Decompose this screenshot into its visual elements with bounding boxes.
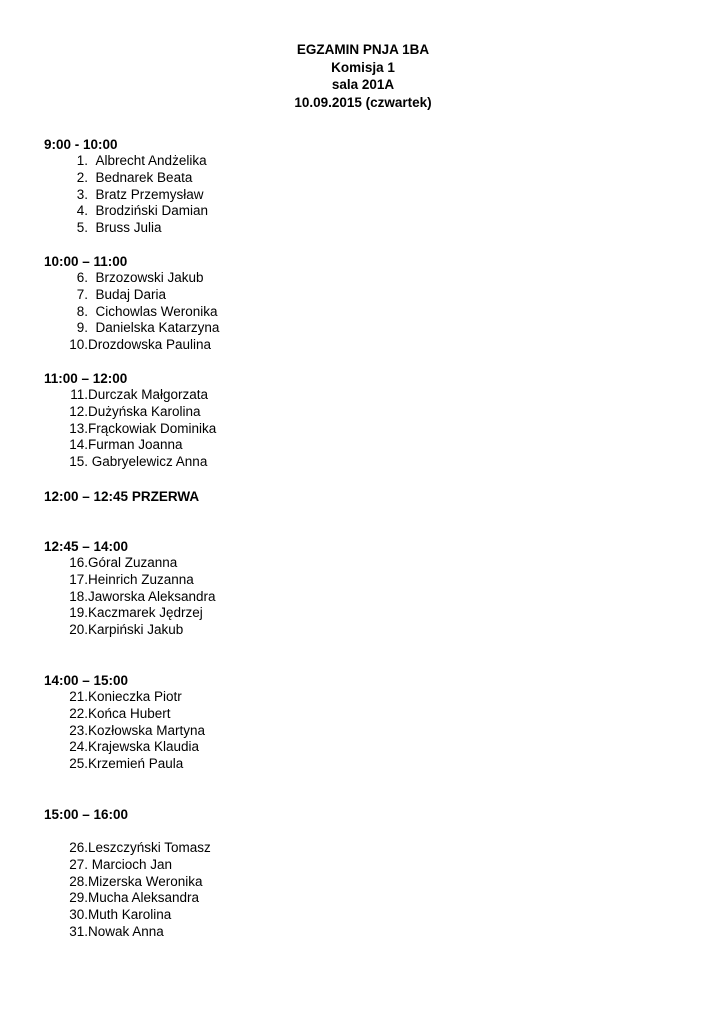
list-item	[44, 605, 684, 622]
student-number: 5.	[76, 220, 88, 236]
student-name: Dużyńska Karolina	[88, 403, 201, 419]
exam-title: EGZAMIN PNJA 1BA	[296, 42, 430, 57]
student-name: Karpiński Jakub	[88, 622, 184, 638]
student-number: 19.	[69, 605, 88, 621]
student-number: 6.	[76, 270, 88, 285]
student-name: Frąckowiak Dominika	[88, 420, 217, 436]
student-list	[44, 270, 684, 354]
list-item	[44, 572, 684, 589]
student-name: Jaworska Aleksandra	[88, 588, 216, 604]
student-name: Marcioch Jan	[91, 856, 173, 872]
student-number: 8.	[76, 303, 88, 319]
slot-time: 11:00 – 12:00	[44, 371, 128, 386]
list-item	[44, 287, 684, 304]
slot-time: 9:00 - 10:00	[44, 137, 118, 152]
student-number: 17.	[69, 571, 88, 587]
student-name: Nowak Anna	[88, 923, 164, 939]
list-item	[44, 907, 684, 924]
list-item	[44, 589, 684, 606]
break-slot	[44, 488, 684, 505]
student-number: 27.	[69, 856, 88, 872]
time-slot	[44, 253, 684, 354]
student-name: Brzozowski Jakub	[95, 270, 204, 285]
list-item	[44, 706, 684, 723]
student-list	[44, 387, 684, 471]
exam-date: 10.09.2015 (czwartek)	[294, 94, 432, 110]
list-item	[44, 170, 684, 187]
student-number: 31.	[69, 923, 88, 939]
student-number: 18.	[69, 588, 88, 604]
time-slot	[44, 370, 684, 471]
student-number: 12.	[69, 403, 88, 419]
student-number: 9.	[76, 320, 88, 336]
student-number: 2.	[76, 169, 88, 185]
student-number: 25.	[69, 756, 88, 772]
student-number: 14.	[69, 437, 88, 453]
list-item	[44, 890, 684, 907]
student-name: Mucha Aleksandra	[88, 890, 200, 906]
slot-time: 10:00 – 11:00	[44, 254, 128, 269]
student-number: 15.	[69, 454, 88, 470]
list-item	[44, 270, 684, 287]
list-item	[44, 857, 684, 874]
student-list	[44, 689, 684, 773]
student-name: Końca Hubert	[88, 705, 171, 721]
student-name: Drozdowska Paulina	[88, 337, 212, 353]
student-name: Gabryelewicz Anna	[91, 454, 208, 470]
student-name: Budaj Daria	[95, 286, 167, 302]
time-slot	[44, 538, 684, 639]
list-item	[44, 739, 684, 756]
student-number: 13.	[69, 420, 88, 436]
list-item	[44, 622, 684, 639]
list-item	[44, 454, 684, 471]
list-item	[44, 404, 684, 421]
student-name: Bednarek Beata	[95, 169, 193, 185]
list-item	[44, 555, 684, 572]
document-header	[2, 41, 724, 111]
list-item	[44, 840, 684, 857]
list-item	[44, 924, 684, 941]
list-item	[44, 756, 684, 773]
student-name: Krzemień Paula	[88, 756, 184, 772]
student-number: 30.	[69, 907, 88, 923]
student-number: 11.	[70, 387, 88, 402]
student-number: 26.	[69, 840, 88, 855]
slot-time: 14:00 – 15:00	[44, 673, 129, 688]
student-number: 22.	[69, 705, 88, 721]
student-name: Góral Zuzanna	[88, 555, 178, 570]
list-item	[44, 437, 684, 454]
list-item	[44, 337, 684, 354]
list-item	[44, 187, 684, 204]
student-number: 7.	[76, 286, 88, 302]
list-item	[44, 203, 684, 220]
student-number: 29.	[69, 890, 88, 906]
time-slot	[44, 672, 684, 773]
time-slot	[44, 136, 684, 237]
list-item	[44, 689, 684, 706]
list-item	[44, 320, 684, 337]
student-name: Mizerska Weronika	[88, 873, 203, 889]
student-list	[44, 153, 684, 237]
student-number: 20.	[69, 622, 88, 638]
slot-time: 15:00 – 16:00	[44, 807, 129, 822]
list-item	[44, 220, 684, 237]
break-time: 12:00 – 12:45 PRZERWA	[44, 489, 200, 504]
student-number: 28.	[69, 873, 88, 889]
student-name: Kozłowska Martyna	[88, 722, 206, 738]
list-item	[44, 387, 684, 404]
list-item	[44, 723, 684, 740]
list-item	[44, 304, 684, 321]
student-number: 23.	[69, 722, 88, 738]
student-name: Leszczyński Tomasz	[88, 840, 211, 855]
list-item	[44, 421, 684, 438]
student-name: Heinrich Zuzanna	[88, 571, 194, 587]
list-item	[44, 874, 684, 891]
student-number: 1.	[76, 153, 88, 168]
student-number: 10.	[69, 337, 88, 353]
student-name: Danielska Katarzyna	[95, 320, 220, 336]
student-number: 24.	[69, 739, 88, 755]
student-list	[44, 555, 684, 639]
time-slot	[44, 806, 684, 941]
student-number: 21.	[69, 689, 88, 704]
student-name: Durczak Małgorzata	[88, 387, 209, 402]
student-name: Krajewska Klaudia	[88, 739, 200, 755]
list-item	[44, 153, 684, 170]
student-name: Bratz Przemysław	[95, 186, 204, 202]
student-list	[44, 840, 684, 941]
student-number: 4.	[76, 203, 88, 219]
student-name: Brodziński Damian	[95, 203, 209, 219]
student-name: Muth Karolina	[88, 907, 172, 923]
student-name: Kaczmarek Jędrzej	[88, 605, 203, 621]
room-label: sala 201A	[331, 77, 395, 92]
student-name: Cichowlas Weronika	[95, 303, 218, 319]
student-name: Albrecht Andżelika	[95, 153, 207, 168]
slot-time: 12:45 – 14:00	[44, 539, 129, 554]
student-number: 3.	[76, 186, 88, 202]
student-name: Konieczka Piotr	[88, 689, 182, 704]
student-number: 16.	[69, 555, 88, 570]
student-name: Bruss Julia	[95, 220, 162, 236]
student-name: Furman Joanna	[88, 437, 183, 453]
committee-label: Komisja 1	[331, 59, 395, 75]
